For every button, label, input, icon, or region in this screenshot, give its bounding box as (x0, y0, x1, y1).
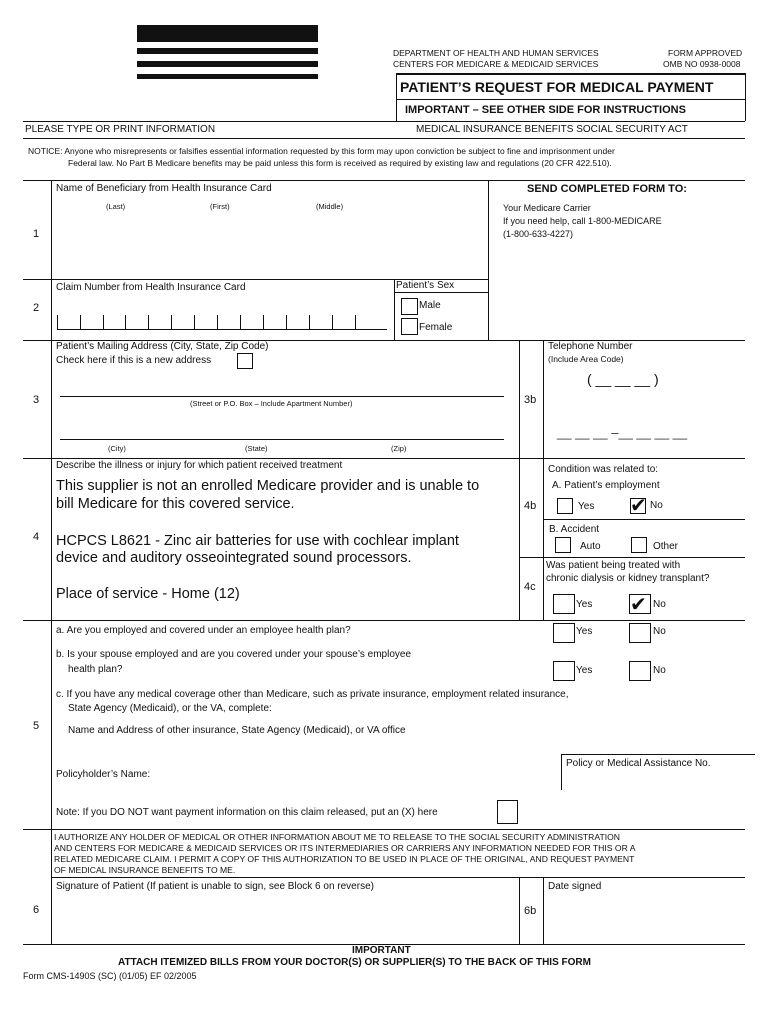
female-checkbox[interactable] (401, 318, 418, 335)
dialysis-no-check-icon: ✔ (630, 592, 647, 616)
other-insurance-label: Name and Address of other insurance, State Agency (Medicaid), or VA office (68, 725, 406, 736)
question-c-line2: State Agency (Medicaid), or the VA, complete: (68, 703, 272, 714)
notice-line2: Federal law. No Part B Medicare benefits may be paid unless this form is received as required by existing law and regulations (20 CFR 422.510). (68, 158, 612, 168)
male-label: Male (419, 300, 441, 311)
condition-related-label: Condition was related to: (548, 464, 659, 475)
illness-line5: Place of service - Home (12) (56, 586, 240, 602)
male-checkbox[interactable] (401, 298, 418, 315)
send-line2: If you need help, call 1-800-MEDICARE (503, 216, 662, 226)
footer-attach-bills: ATTACH ITEMIZED BILLS FROM YOUR DOCTOR(S) OR SUPPLIER(S) TO THE BACK OF THIS FORM (118, 957, 591, 968)
policyholder-label: Policyholder’s Name: (56, 769, 151, 780)
claim-number-field[interactable] (57, 300, 387, 330)
please-type: PLEASE TYPE OR PRINT INFORMATION (25, 124, 216, 135)
dialysis-yes-label: Yes (576, 599, 593, 610)
authorization-line1: I AUTHORIZE ANY HOLDER OF MEDICAL OR OTHER INFORMATION ABOUT ME TO RELEASE TO THE SOCIAL SECURITY ADMINISTRATION (54, 832, 621, 842)
accident-label: B. Accident (549, 524, 600, 535)
block-6b-number: 6b (524, 905, 537, 917)
employment-no-label: No (650, 500, 663, 511)
qa-yes-checkbox[interactable] (553, 623, 575, 643)
signature-field[interactable] (56, 896, 516, 940)
mailing-address-label: Patient’s Mailing Address (City, State, Zip Code) (56, 341, 269, 352)
block-4b-number: 4b (524, 500, 537, 512)
telephone-area-code[interactable]: ( __ __ __ ) (587, 371, 659, 387)
qa-yes-label: Yes (576, 626, 593, 637)
block-4-number: 4 (33, 531, 40, 543)
form-id: Form CMS-1490S (SC) (01/05) EF 02/2005 (23, 971, 197, 981)
claim-number-label: Claim Number from Health Insurance Card (56, 282, 246, 293)
dialysis-question-line2: chronic dialysis or kidney transplant? (546, 573, 710, 584)
illness-line1: This supplier is not an enrolled Medicare provider and is unable to (56, 478, 480, 494)
telephone-sub: (Include Area Code) (548, 354, 624, 364)
check-new-address-label: Check here if this is a new address (56, 355, 212, 366)
city-state-zip-field[interactable] (60, 420, 504, 438)
qa-no-label: No (653, 626, 666, 637)
accident-other-checkbox[interactable] (631, 537, 647, 553)
send-line1: Your Medicare Carrier (503, 203, 591, 213)
footer-important: IMPORTANT (352, 945, 411, 956)
dialysis-no-label: No (653, 599, 666, 610)
qb-yes-checkbox[interactable] (553, 661, 575, 681)
first-name-label: (First) (210, 202, 230, 211)
dept-line1: DEPARTMENT OF HEALTH AND HUMAN SERVICES (393, 48, 599, 58)
block-1-number: 1 (33, 228, 40, 240)
accident-auto-checkbox[interactable] (555, 537, 571, 553)
qb-no-label: No (653, 665, 666, 676)
form-title: PATIENT’S REQUEST FOR MEDICAL PAYMENT (400, 79, 714, 95)
form-approved: FORM APPROVED (668, 48, 743, 58)
authorization-line2: AND CENTERS FOR MEDICARE & MEDICAID SERVICES OR ITS INTERMEDIARIES OR CARRIERS ANY INFORMATION NEEDED FOR THIS OR A (54, 843, 636, 853)
dialysis-yes-checkbox[interactable] (553, 594, 575, 614)
patient-sex-label: Patient’s Sex (396, 280, 455, 291)
omb-number: OMB NO 0938-0008 (663, 59, 741, 69)
send-line3: (1-800-633-4227) (503, 229, 574, 239)
question-b-line1: b. Is your spouse employed and are you covered under your spouse’s employee (56, 649, 412, 660)
dialysis-question-line1: Was patient being treated with (546, 560, 681, 571)
release-note: Note: If you DO NOT want payment information on this claim released, put an (X) here (56, 807, 438, 818)
female-label: Female (419, 322, 453, 333)
middle-name-label: (Middle) (316, 202, 344, 211)
accident-auto-label: Auto (580, 541, 601, 552)
authorization-line3: RELATED MEDICARE CLAIM. I PERMIT A COPY OF THIS AUTHORIZATION TO BE USED IN PLACE OF THE ORIGINAL, AND REQUEST PAYMENT (54, 854, 635, 864)
question-a: a. Are you employed and covered under an employee health plan? (56, 625, 351, 636)
city-caption: (City) (108, 444, 126, 453)
telephone-label: Telephone Number (548, 341, 633, 352)
last-name-label: (Last) (106, 202, 126, 211)
signature-label: Signature of Patient (If patient is unable to sign, see Block 6 on reverse) (56, 881, 374, 892)
illness-line3: HCPCS L8621 - Zinc air batteries for use with cochlear implant (56, 533, 459, 549)
block-5-number: 5 (33, 720, 40, 732)
benefits-act: MEDICAL INSURANCE BENEFITS SOCIAL SECURITY ACT (416, 124, 688, 135)
question-c-line1: c. If you have any medical coverage other than Medicare, such as private insurance, employment related insurance, (56, 689, 569, 700)
block-6-number: 6 (33, 904, 40, 916)
date-signed-field[interactable] (548, 896, 743, 940)
block-2-number: 2 (33, 302, 40, 314)
street-field[interactable] (60, 378, 504, 396)
zip-caption: (Zip) (391, 444, 407, 453)
employment-no-check-icon: ✔ (630, 493, 647, 517)
block-3b-number: 3b (524, 394, 537, 406)
release-opt-out-checkbox[interactable] (497, 800, 518, 824)
qb-yes-label: Yes (576, 665, 593, 676)
qb-no-checkbox[interactable] (629, 661, 651, 681)
accident-other-label: Other (653, 541, 679, 552)
employment-yes-label: Yes (578, 501, 595, 512)
telephone-number[interactable]: __ __ __ –__ __ __ __ (557, 425, 688, 440)
send-completed-title: SEND COMPLETED FORM TO: (527, 183, 687, 195)
illness-line2: bill Medicare for this covered service. (56, 496, 295, 512)
street-caption: (Street or P.O. Box – Include Apartment Number) (190, 399, 353, 408)
question-b-line2: health plan? (68, 664, 123, 675)
policy-number-label: Policy or Medical Assistance No. (566, 758, 711, 769)
authorization-line4: OF MEDICAL INSURANCE BENEFITS TO ME. (54, 865, 236, 875)
notice-line1: NOTICE: Anyone who misrepresents or falsifies essential information requested by this form may upon conviction be subject to fine and imprisonment under (28, 146, 615, 156)
block-4c-number: 4c (524, 581, 536, 593)
illness-line4: device and auditory osseointegrated sound processors. (56, 550, 412, 566)
date-signed-label: Date signed (548, 881, 602, 892)
new-address-checkbox[interactable] (237, 353, 253, 369)
dept-line2: CENTERS FOR MEDICARE & MEDICAID SERVICES (393, 59, 599, 69)
beneficiary-name-field[interactable] (56, 214, 486, 276)
qa-no-checkbox[interactable] (629, 623, 651, 643)
block-3-number: 3 (33, 394, 40, 406)
beneficiary-name-label: Name of Beneficiary from Health Insurance Card (56, 183, 272, 194)
state-caption: (State) (245, 444, 268, 453)
employment-label: A. Patient’s employment (552, 480, 660, 491)
employment-yes-checkbox[interactable] (557, 498, 573, 514)
important-instructions: IMPORTANT – SEE OTHER SIDE FOR INSTRUCTIONS (405, 104, 686, 116)
illness-description-label: Describe the illness or injury for which patient received treatment (56, 460, 343, 471)
